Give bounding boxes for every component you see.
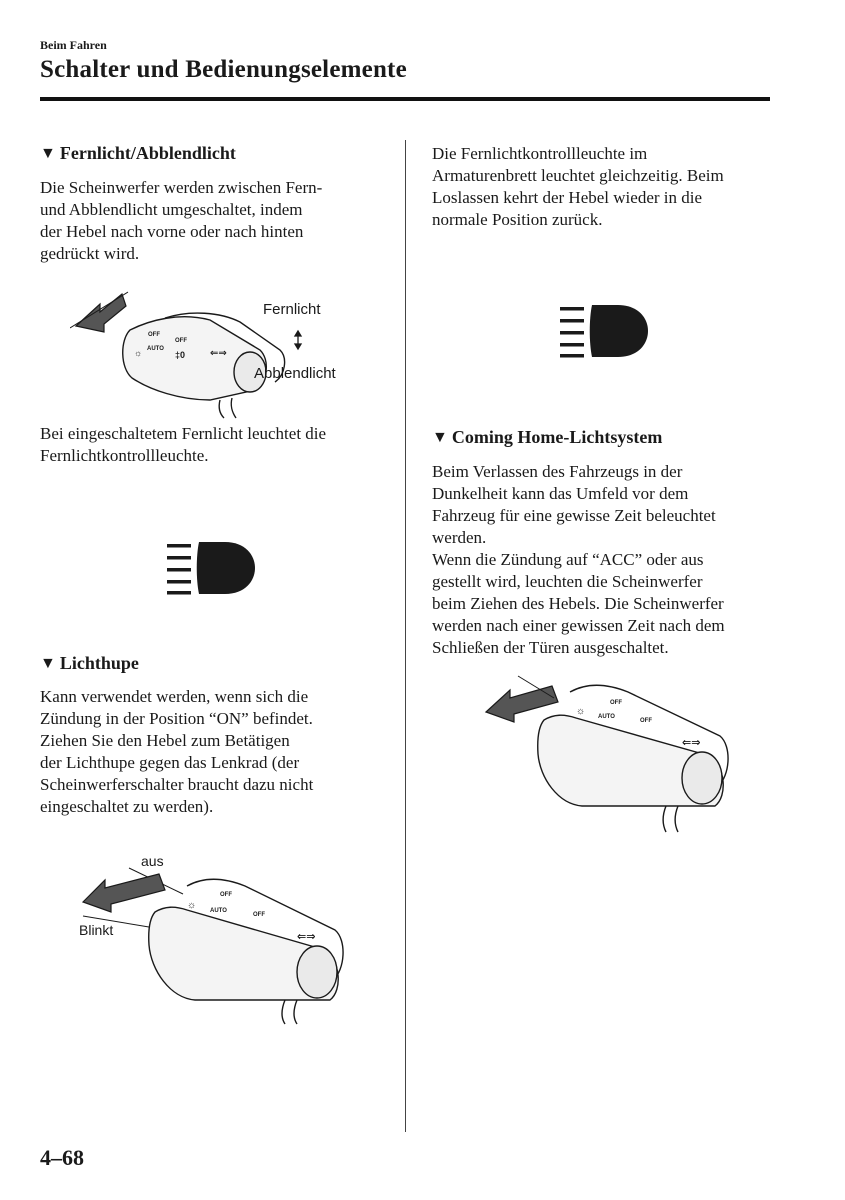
text-line: Fahrzeug für eine gewisse Zeit beleuchtet: [432, 506, 716, 525]
label-aus: aus: [141, 853, 164, 869]
section-label: Beim Fahren: [40, 38, 107, 52]
label-blinkt: Blinkt: [79, 922, 114, 938]
heading-coming-home-text: Coming Home-Lichtsystem: [451, 427, 663, 447]
page-number: 4–68: [40, 1145, 84, 1170]
off-mark-1: OFF: [610, 700, 622, 706]
fernlicht-paragraph: [40, 177, 322, 265]
column-divider: [405, 140, 406, 1132]
text-line: werden.: [432, 528, 487, 547]
title-rule: [40, 97, 770, 101]
auto-mark: AUTO: [598, 714, 615, 720]
text-line: eingeschaltet zu werden).: [40, 797, 214, 816]
pull-arrow-icon: [83, 874, 165, 912]
off-mark-1: OFF: [148, 332, 160, 338]
triangle-icon: ▼: [40, 144, 56, 162]
up-down-arrow-icon: [295, 331, 301, 349]
text-line: Bei eingeschaltetem Fernlicht leuchtet die: [40, 424, 327, 443]
high-beam-indicator-icon: [558, 303, 650, 359]
off-mark-2: OFF: [640, 718, 652, 724]
text-line: der Hebel nach vorne oder nach hinten: [40, 222, 304, 241]
heading-coming-home: [432, 427, 662, 448]
text-line: Dunkelheit kann das Umfeld vor dem: [432, 484, 689, 503]
heading-lichthupe-text: Lichthupe: [59, 653, 139, 673]
text-line: Schließen der Türen ausgeschaltet.: [432, 638, 669, 657]
push-arrow-icon: [70, 292, 128, 332]
text-line: und Abblendlicht umgeschaltet, indem: [40, 200, 303, 219]
text-line: Zündung in der Position “ON” befindet.: [40, 709, 313, 728]
text-line: Die Scheinwerfer werden zwischen Fern-: [40, 178, 323, 197]
auto-mark: AUTO: [147, 346, 164, 352]
page-title: Schalter und Bedienungselemente: [40, 56, 407, 83]
turn-arrow-icon: ⇐⇒: [297, 931, 316, 943]
fernlicht-after-paragraph: [40, 423, 326, 467]
text-line: Scheinwerferschalter braucht dazu nicht: [40, 775, 314, 794]
sun-icon: ☼: [134, 348, 143, 358]
off-mark-2: OFF: [253, 912, 265, 918]
label-fernlicht: Fernlicht: [263, 301, 321, 318]
sun-icon: ☼: [187, 900, 197, 911]
text-line: Loslassen kehrt der Hebel wieder in die: [432, 188, 703, 207]
triangle-icon: ▼: [432, 428, 448, 446]
fog-light-icon: ‡0: [175, 350, 186, 360]
text-line: gestellt wird, leuchten die Scheinwerfer: [432, 572, 703, 591]
text-line: beim Ziehen des Hebels. Die Scheinwerfer: [432, 594, 724, 613]
text-line: der Lichthupe gegen das Lenkrad (der: [40, 753, 300, 772]
text-line: gedrückt wird.: [40, 244, 140, 263]
label-abblendlicht: Abblendlicht: [254, 365, 336, 382]
coming-home-paragraph: [432, 461, 725, 659]
text-line: Die Fernlichtkontrollleuchte im: [432, 144, 648, 163]
text-line: Wenn die Zündung auf “ACC” oder aus: [432, 550, 704, 569]
pull-arrow-icon: [486, 686, 558, 722]
off-mark-2: OFF: [175, 338, 187, 344]
off-mark-1: OFF: [220, 892, 232, 898]
turn-arrow-icon: ⇐⇒: [210, 348, 227, 359]
triangle-icon: ▼: [40, 654, 56, 672]
right-intro-paragraph: [432, 143, 724, 231]
heading-fernlicht-text: Fernlicht/Abblendlicht: [59, 143, 236, 163]
text-line: Armaturenbrett leuchtet gleichzeitig. Beim: [432, 166, 724, 185]
text-line: Beim Verlassen des Fahrzeugs in der: [432, 462, 683, 481]
text-line: werden nach einer gewissen Zeit nach dem: [432, 616, 725, 635]
heading-fernlicht: [40, 143, 236, 164]
text-line: Ziehen Sie den Hebel zum Betätigen: [40, 731, 290, 750]
text-line: Fernlichtkontrollleuchte.: [40, 446, 209, 465]
lichthupe-paragraph: [40, 686, 313, 818]
lever-pull-illustration: [75, 850, 355, 1025]
lever-coming-home-illustration: [470, 670, 750, 835]
auto-mark: AUTO: [210, 908, 227, 914]
text-line: normale Position zurück.: [432, 210, 603, 229]
text-line: Kann verwendet werden, wenn sich die: [40, 687, 309, 706]
turn-arrow-icon: ⇐⇒: [682, 737, 701, 749]
lever-switch-illustration: [70, 290, 350, 420]
heading-lichthupe: [40, 653, 139, 674]
sun-icon: ☼: [576, 706, 586, 717]
high-beam-indicator-icon: [165, 540, 257, 596]
